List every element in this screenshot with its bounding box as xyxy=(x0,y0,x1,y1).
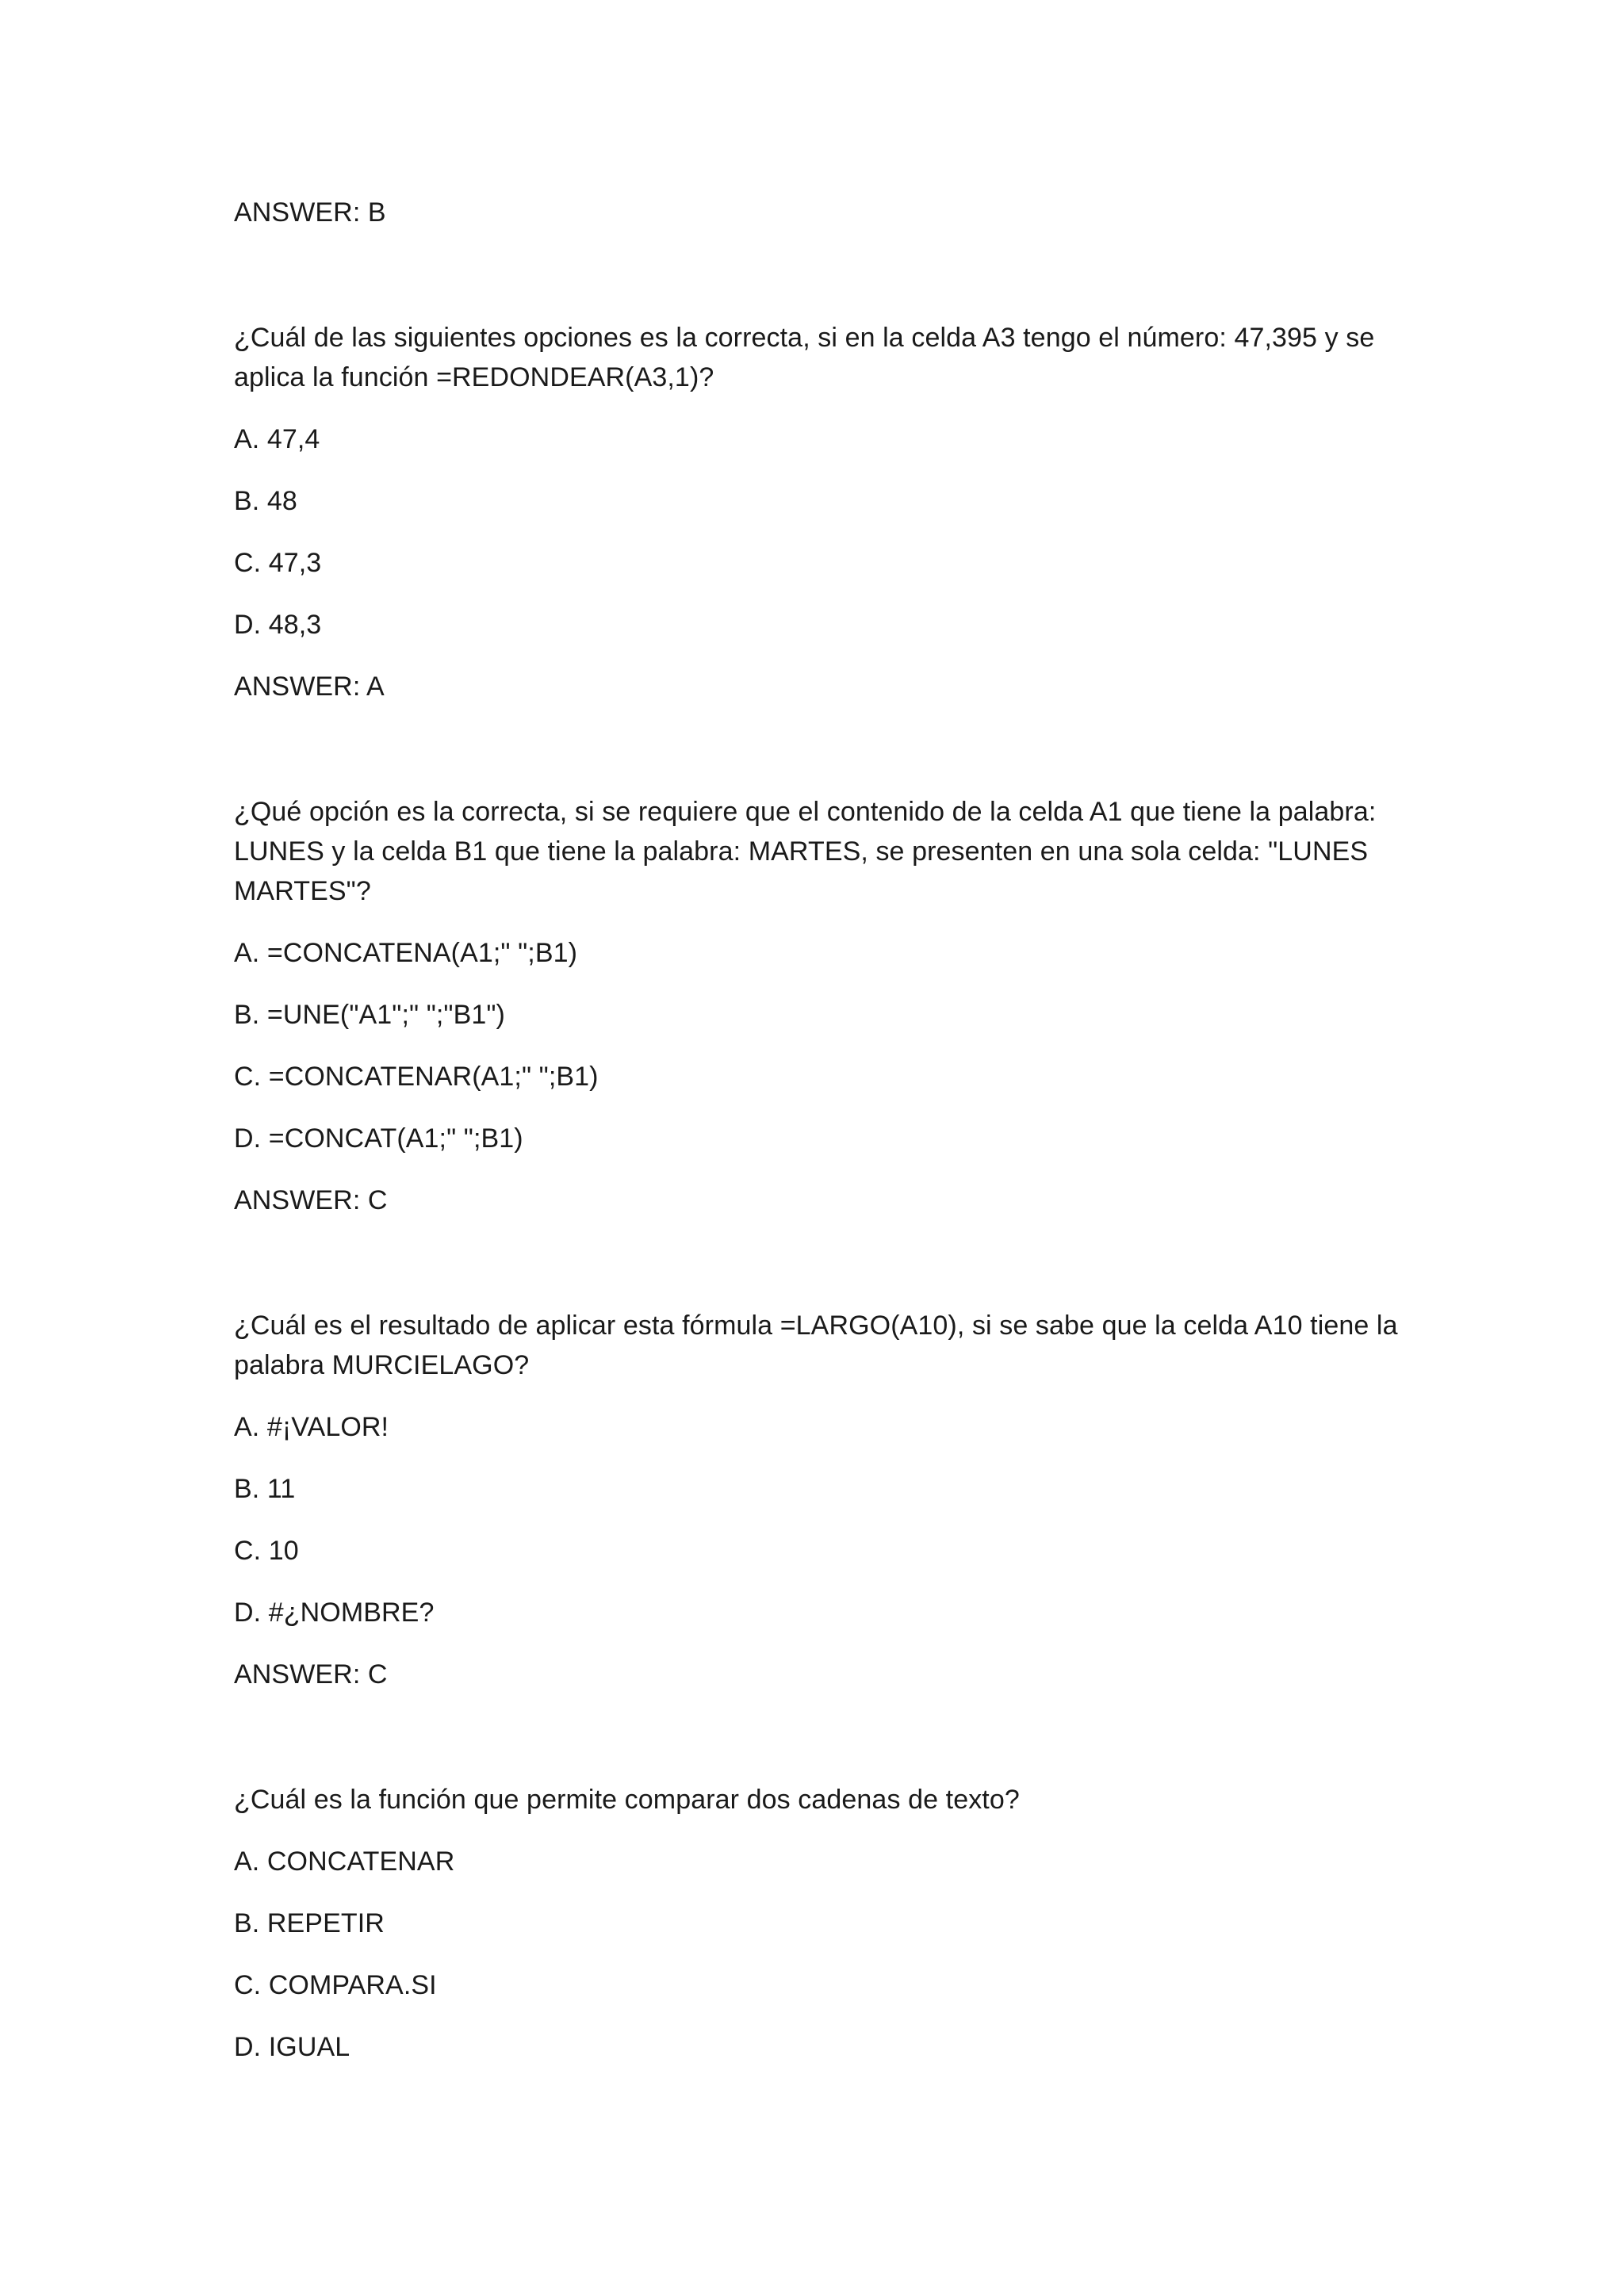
question-3-option-a: A. #¡VALOR! xyxy=(234,1412,389,1442)
question-3-option-c: C. 10 xyxy=(234,1536,299,1566)
question-4-option-b: B. REPETIR xyxy=(234,1908,385,1938)
question-1-option-c: C. 47,3 xyxy=(234,548,322,578)
question-3-option-b: B. 11 xyxy=(234,1474,296,1504)
question-1-answer: ANSWER: A xyxy=(234,672,385,702)
question-2-text-line-1: ¿Qué opción es la correcta, si se requiere que el contenido de la celda A1 que tiene la palabra: xyxy=(234,797,1377,827)
question-3-answer: ANSWER: C xyxy=(234,1659,388,1689)
question-1-option-b: B. 48 xyxy=(234,486,297,516)
question-2-text-line-3: MARTES"? xyxy=(234,876,371,906)
question-1-text-line-2: aplica la función =REDONDEAR(A3,1)? xyxy=(234,362,714,392)
question-1-text-line-1: ¿Cuál de las siguientes opciones es la correcta, si en la celda A3 tengo el número: 47,395 y se xyxy=(234,323,1375,353)
question-1-option-a: A. 47,4 xyxy=(234,424,320,454)
question-4-option-d: D. IGUAL xyxy=(234,2032,350,2062)
question-4-option-a: A. CONCATENAR xyxy=(234,1846,455,1877)
question-2-option-c: C. =CONCATENAR(A1;" ";B1) xyxy=(234,1062,599,1092)
question-4-text-line-1: ¿Cuál es la función que permite comparar dos cadenas de texto? xyxy=(234,1785,1020,1815)
question-2-option-d: D. =CONCAT(A1;" ";B1) xyxy=(234,1123,523,1154)
question-3-text-line-2: palabra MURCIELAGO? xyxy=(234,1350,530,1380)
question-2-option-a: A. =CONCATENA(A1;" ";B1) xyxy=(234,938,578,968)
question-3-text-line-1: ¿Cuál es el resultado de aplicar esta fórmula =LARGO(A10), si se sabe que la celda A10 tiene la xyxy=(234,1311,1398,1341)
question-3-option-d: D. #¿NOMBRE? xyxy=(234,1598,435,1628)
question-2-option-b: B. =UNE("A1";" ";"B1") xyxy=(234,1000,505,1030)
previous-answer: ANSWER: B xyxy=(234,197,386,228)
question-2-answer: ANSWER: C xyxy=(234,1185,388,1215)
question-4-option-c: C. COMPARA.SI xyxy=(234,1970,437,2000)
question-1-option-d: D. 48,3 xyxy=(234,610,322,640)
question-2-text-line-2: LUNES y la celda B1 que tiene la palabra: MARTES, se presenten en una sola celda: "LUNES xyxy=(234,836,1369,867)
